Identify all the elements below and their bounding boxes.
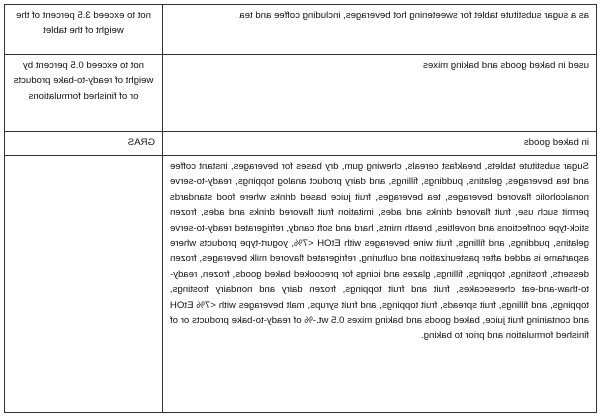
limit-cell: not to exceed 3.5 percent of the weight of the tablet [5, 5, 163, 55]
regulation-table [4, 4, 597, 413]
table-row [5, 156, 597, 413]
limit-cell: not to exceed 0.5 percent by weight of ready-to-bake products or of finished formulations [5, 55, 163, 132]
table-row [5, 5, 597, 55]
use-cell: as a sugar substitute tablet for sweetening hot beverages, including coffee and tea [163, 5, 597, 55]
use-cell: used in baked goods and baking mixes [163, 55, 597, 132]
use-cell: Sugar substitute tablets, breakfast cereals, chewing gum, dry bases for beverages, instant coffee and tea beverages, gelatins, puddings, fillings, and dairy product analog toppings, ready-to-serve nonalcoholic flavored beverages, tea beverages, fruit juice based drinks where food standards permit such use, fruit flavored drinks and ades, imitation fruit flavored drinks and ades, frozen stick-type confections and novelties, breath mints, hard and soft candy, refrigerated ready-to-serve gelatins, puddings, and fillings, fruit wine beverages with EtOH <7%, yogurt-type products where aspartame is added after pasteurization and culturing, refrigerated flavored milk beverages, frozen desserts, frostings, toppings, fillings, glazes and icings for precooked baked goods, frozen, ready-to-thaw-and-eat cheesecakes, fruit and fruit toppings, frozen dairy and nondairy frostings, toppings, and fillings, fruit spreads, fruit toppings, and fruit syrups, malt beverages with <7% EtOH and containing fruit juice, baked goods and baking mixes 0.5 wt.-% of ready-to-bake products or of finished formulation and prior to baking. [163, 156, 597, 413]
table-row [5, 55, 597, 132]
limit-cell: GRAS [5, 132, 163, 156]
limit-cell [5, 156, 163, 413]
use-cell: in baked goods [163, 132, 597, 156]
table-row [5, 132, 597, 156]
